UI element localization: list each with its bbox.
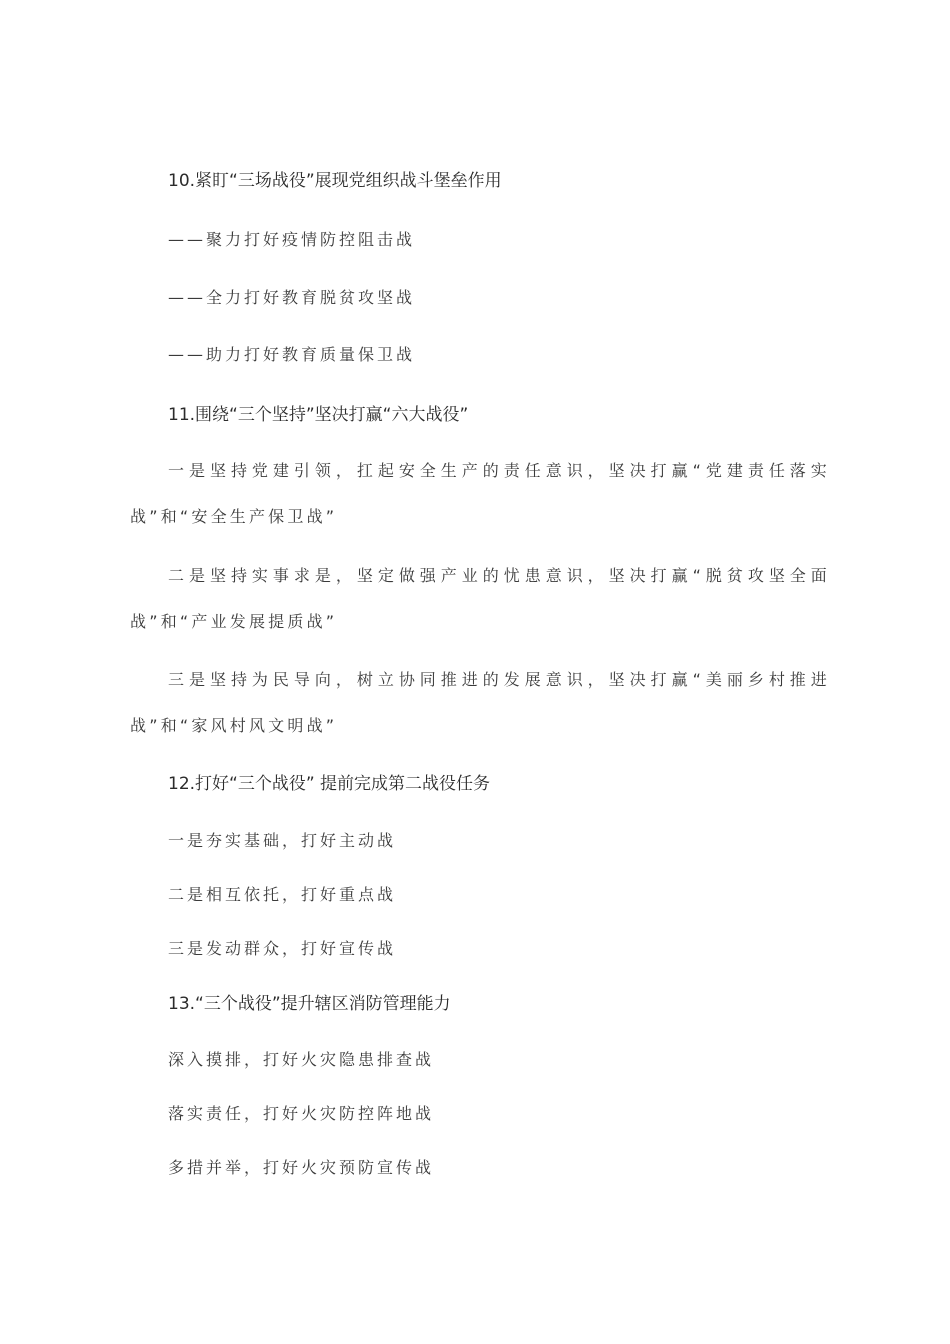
- list-item: 深入摸排，打好火灾隐患排查战: [168, 1050, 435, 1069]
- list-item: ——聚力打好疫情防控阻击战: [168, 230, 416, 249]
- list-item: 一是夯实基础，打好主动战: [168, 831, 397, 850]
- list-item: 二是相互依托，打好重点战: [168, 885, 397, 904]
- section-heading-11: 11.围绕“三个坚持”坚决打赢“六大战役”: [168, 405, 469, 425]
- section-heading-10: 10.紧盯“三场战役”展现党组织战斗堡垒作用: [168, 171, 502, 191]
- section-heading-12: 12.打好“三个战役” 提前完成第二战役任务: [168, 774, 491, 794]
- list-item: ——助力打好教育质量保卫战: [168, 345, 416, 364]
- paragraph: 三是坚持为民导向，树立协同推进的发展意识，坚决打赢“美丽乡村推进战”和“家风村风文明战”: [130, 670, 830, 735]
- section-heading-13: 13.“三个战役”提升辖区消防管理能力: [168, 994, 451, 1014]
- list-item: 三是发动群众，打好宣传战: [168, 939, 397, 958]
- paragraph: 二是坚持实事求是，坚定做强产业的忧患意识，坚决打赢“脱贫攻坚全面战”和“产业发展提质战”: [130, 566, 830, 631]
- paragraph: 一是坚持党建引领，扛起安全生产的责任意识，坚决打赢“党建责任落实战”和“安全生产保卫战”: [130, 461, 830, 526]
- list-item: 落实责任，打好火灾防控阵地战: [168, 1104, 435, 1123]
- list-item: 多措并举，打好火灾预防宣传战: [168, 1158, 435, 1177]
- list-item: ——全力打好教育脱贫攻坚战: [168, 288, 416, 307]
